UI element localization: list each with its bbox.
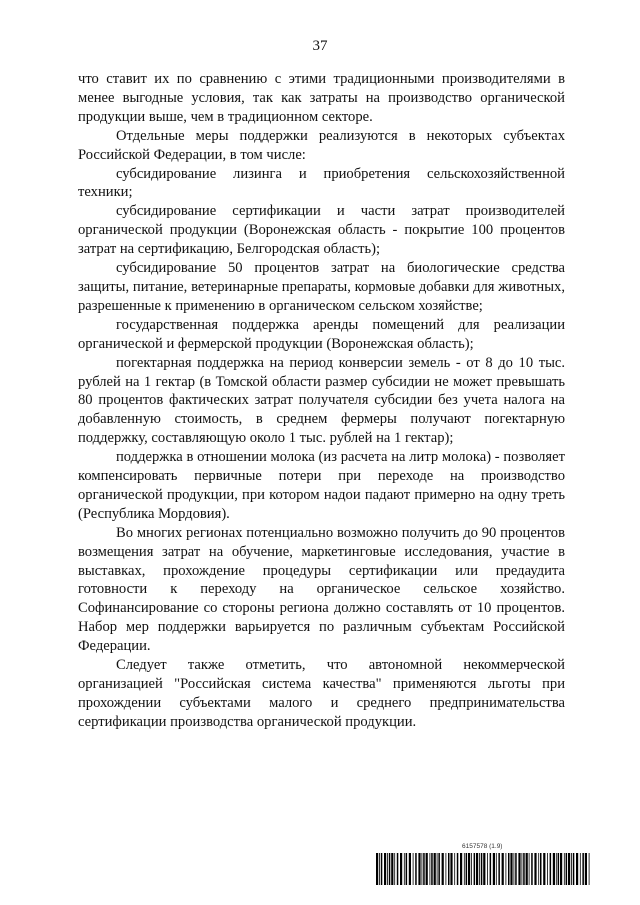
- page-number: 37: [312, 38, 328, 54]
- paragraph: государственная поддержка аренды помещений для реализации органической и фермерской продукции (Воронежская область);: [78, 316, 565, 352]
- document-code: 6157578 (1.9): [462, 843, 503, 850]
- paragraph: Отдельные меры поддержки реализуются в некоторых субъектах Российской Федерации, в том числе:: [78, 127, 565, 163]
- paragraph: субсидирование сертификации и части затрат производителей органической продукции (Воронежская область - покрытие 100 процентов затрат на сертификацию, Белгородская область);: [78, 203, 565, 258]
- document-body: [78, 70, 565, 732]
- barcode-icon: [376, 853, 591, 885]
- paragraph: Во многих регионах потенциально возможно получить до 90 процентов возмещения затрат на обучение, маркетинговые исследования, участие в выставках, прохождение процедуры сертификации или предаудита готовности к переходу на органическое сельское хозяйство. Софинансирование со стороны региона должно составлять от 10 процентов. Набор мер поддержки варьируется по различным субъектам Российской Федерации.: [78, 524, 565, 655]
- paragraph: погектарная поддержка на период конверсии земель - от 8 до 10 тыс. рублей на 1 гектар (в Томской области размер субсидии не может превышать 80 процентов фактических затрат получателя субсидии без учета налога на добавленную стоимость, в среднем фермеры получают погектарную поддержку, составляющую около 1 тыс. рублей на 1 гектар);: [78, 354, 565, 447]
- paragraph: субсидирование 50 процентов затрат на биологические средства защиты, питание, ветеринарные препараты, кормовые добавки для животных, разрешенные к применению в органическом сельском хозяйстве;: [78, 260, 565, 314]
- paragraph: субсидирование лизинга и приобретения сельскохозяйственной техники;: [78, 165, 565, 201]
- paragraph: Следует также отметить, что автономной некоммерческой организацией "Российская система качества" применяются льготы при прохождении субъектами малого и среднего предпринимательства сертификации производства органической продукции.: [78, 657, 565, 730]
- paragraph: поддержка в отношении молока (из расчета на литр молока) - позволяет компенсировать первичные потери при переходе на производство органической продукции, при котором надои падают примерно на одну треть (Республика Мордовия).: [78, 449, 565, 522]
- paragraph: что ставит их по сравнению с этими традиционными производителями в менее выгодные условия, так как затраты на производство органической продукции выше, чем в традиционном секторе.: [78, 71, 565, 125]
